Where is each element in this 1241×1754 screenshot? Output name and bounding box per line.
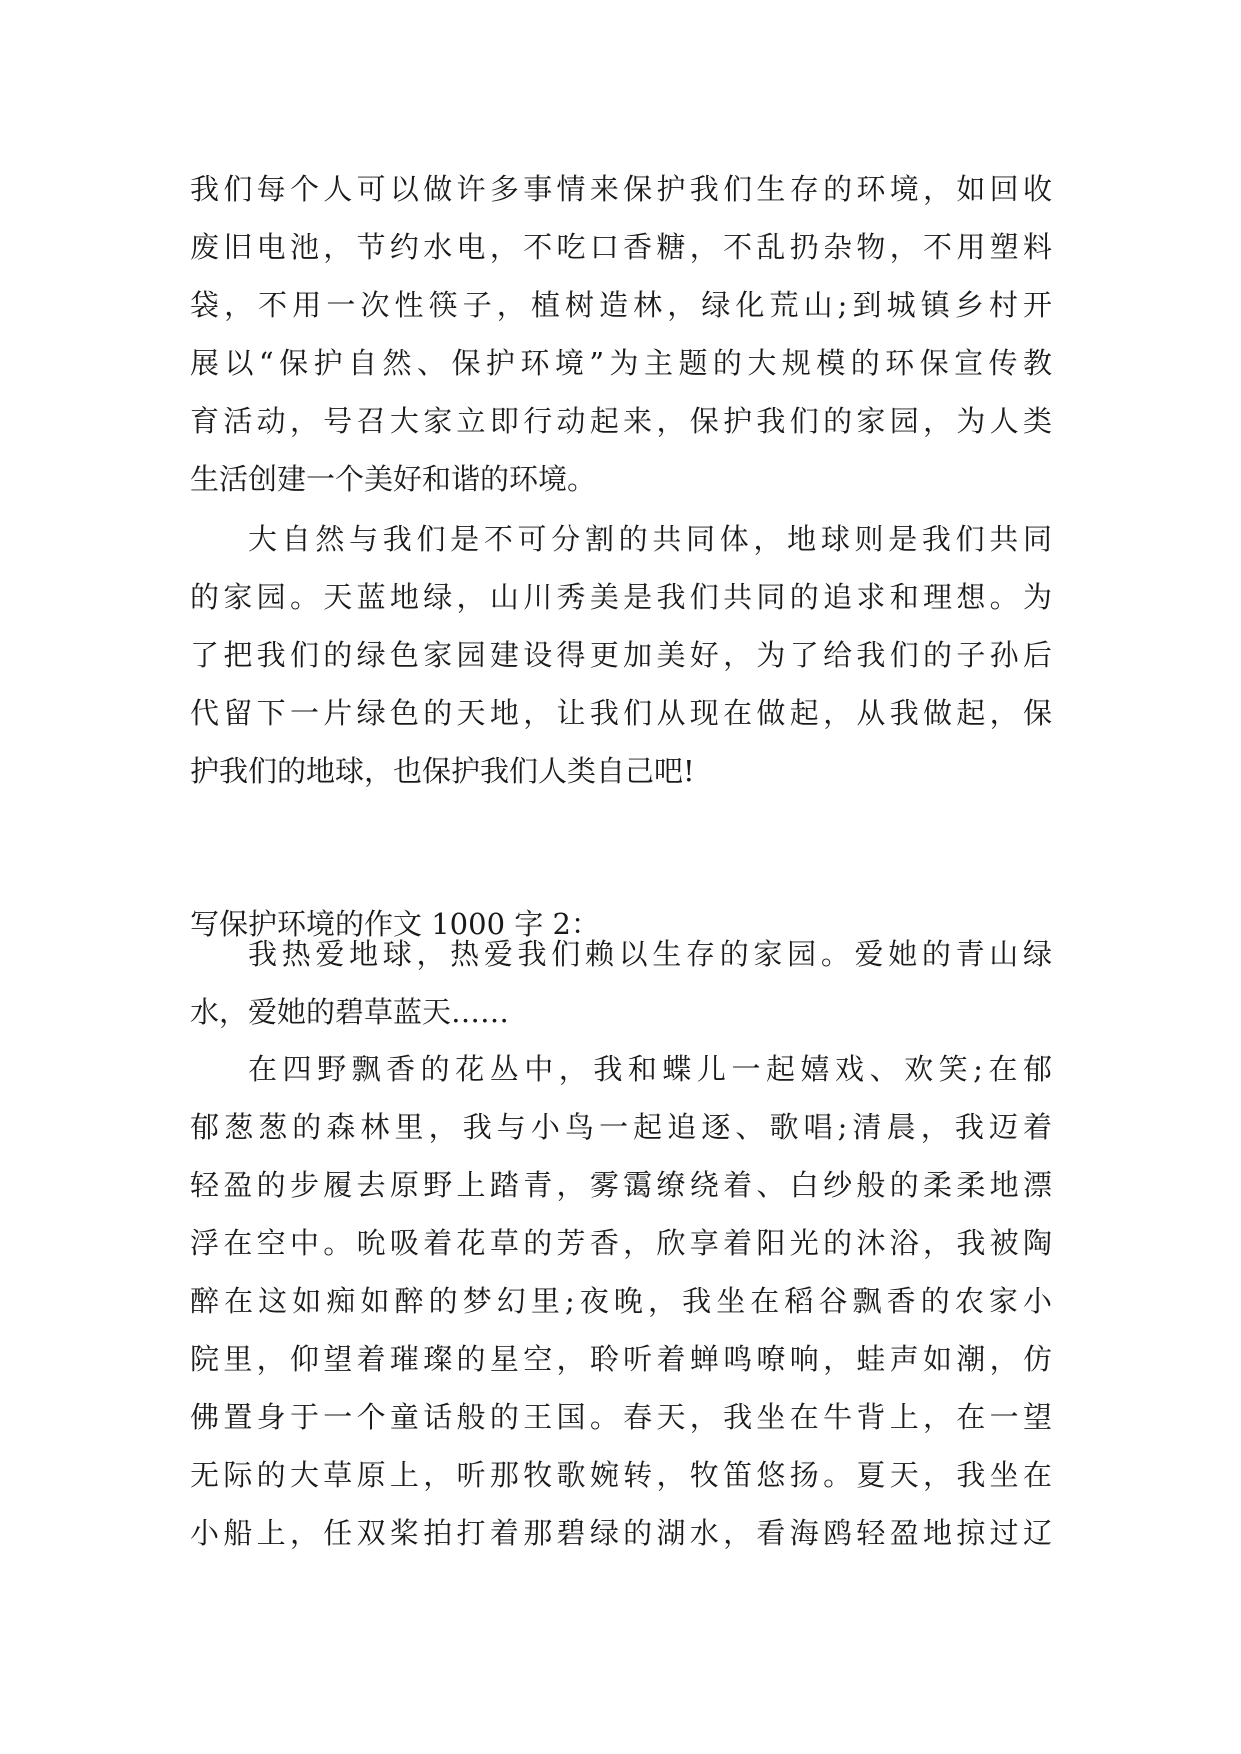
text-line: 醉在这如痴如醉的梦幻里;夜晚，我坐在稻谷飘香的农家小 (190, 1284, 1052, 1318)
text-line: 轻盈的步履去原野上踏青，雾霭缭绕着、白纱般的柔柔地漂 (190, 1168, 1052, 1202)
text-line: 了把我们的绿色家园建设得更加美好，为了给我们的子孙后 (190, 638, 1052, 672)
text-line: 在四野飘香的花丛中，我和蝶儿一起嬉戏、欢笑;在郁 (248, 1052, 1052, 1086)
text-line: 小船上，任双桨拍打着那碧绿的湖水，看海鸥轻盈地掠过辽 (190, 1516, 1052, 1550)
text-line: 生活创建一个美好和谐的环境。 (190, 462, 597, 496)
text-line: 郁葱葱的森林里，我与小鸟一起追逐、歌唱;清晨，我迈着 (190, 1110, 1052, 1144)
text-line: 大自然与我们是不可分割的共同体，地球则是我们共同 (248, 522, 1052, 556)
paragraph-love-earth (190, 925, 1052, 1041)
text-line: 废旧电池，节约水电，不吃口香糖，不乱扔杂物，不用塑料 (190, 230, 1052, 264)
text-line: 佛置身于一个童话般的王国。春天，我坐在牛背上，在一望 (190, 1400, 1052, 1434)
text-line: 的家园。天蓝地绿，山川秀美是我们共同的追求和理想。为 (190, 580, 1052, 614)
paragraph-recycling (190, 160, 1052, 508)
text-line: 水，爱她的碧草蓝天…… (190, 995, 510, 1029)
paragraph-nature (190, 510, 1052, 800)
text-line: 育活动，号召大家立即行动起来，保护我们的家园，为人类 (190, 404, 1052, 438)
text-line: 我热爱地球，热爱我们赖以生存的家园。爱她的青山绿 (248, 937, 1052, 971)
text-line: 袋，不用一次性筷子，植树造林，绿化荒山;到城镇乡村开 (190, 288, 1052, 322)
text-line: 无际的大草原上，听那牧歌婉转，牧笛悠扬。夏天，我坐在 (190, 1458, 1052, 1492)
text-line: 展以“保护自然、保护环境”为主题的大规模的环保宣传教 (190, 346, 1052, 380)
text-line: 代留下一片绿色的天地，让我们从现在做起，从我做起，保 (190, 696, 1052, 730)
text-line: 护我们的地球，也保护我们人类自己吧! (190, 754, 695, 788)
section-heading: 写保护环境的作文 1000 字 2： (190, 907, 600, 941)
text-line: 院里，仰望着璀璨的星空，聆听着蝉鸣嘹响，蛙声如潮，仿 (190, 1342, 1052, 1376)
text-line: 浮在空中。吮吸着花草的芳香，欣享着阳光的沐浴，我被陶 (190, 1226, 1052, 1260)
paragraph-scenery (190, 1040, 1052, 1562)
text-line: 我们每个人可以做许多事情来保护我们生存的环境，如回收 (190, 172, 1052, 206)
